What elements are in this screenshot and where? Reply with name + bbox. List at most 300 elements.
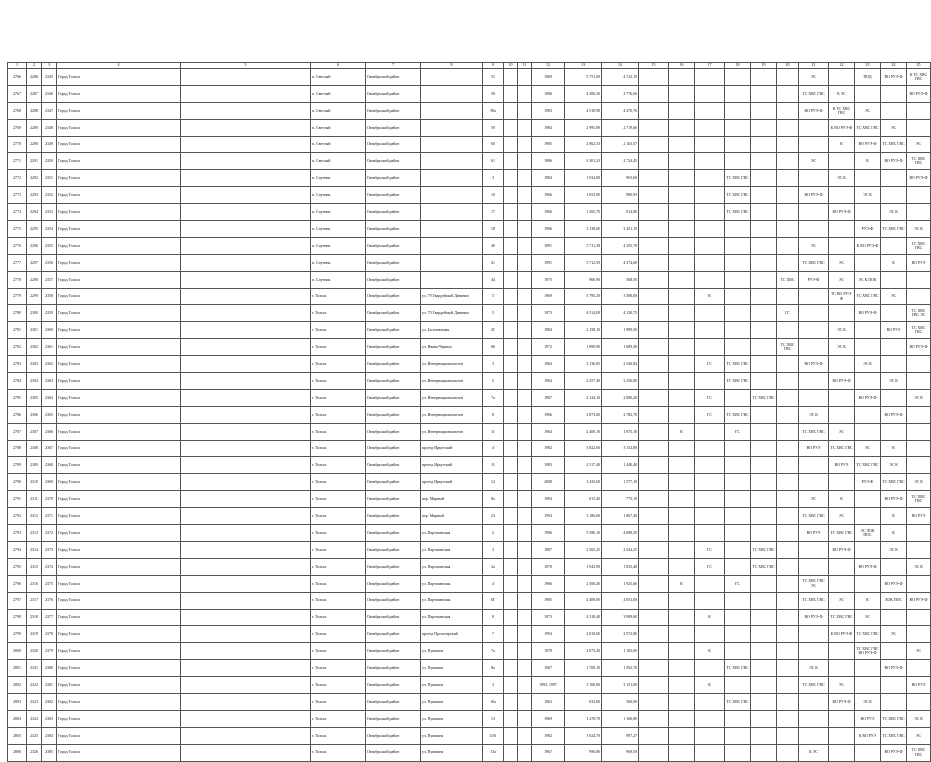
table-row	[8, 254, 931, 271]
column-number: 20	[777, 63, 799, 69]
cell-municipality: Город Тольск	[57, 423, 181, 440]
cell-municipality: Город Тольск	[57, 474, 181, 491]
cell-total-area: 633,00	[565, 693, 602, 710]
cell-col-16	[669, 626, 695, 643]
cell-ref-b: 2359	[42, 305, 57, 322]
cell-col-19	[751, 457, 777, 474]
cell-locality: г. Тольск	[311, 541, 366, 558]
cell-street: ул. Болотничная	[421, 322, 483, 339]
cell-col-17	[695, 626, 725, 643]
cell-col-17	[695, 339, 725, 356]
cell-living-area: 2 719,60	[602, 119, 639, 136]
cell-row-index: 2799	[8, 626, 27, 643]
cell-col-25: ЭС К	[907, 558, 931, 575]
cell-house-number: 86	[483, 339, 504, 356]
cell-total-area: 4 514,00	[565, 305, 602, 322]
cell-col-10	[504, 339, 518, 356]
cell-row-index: 2793	[8, 525, 27, 542]
cell-col-10	[504, 677, 518, 694]
cell-col-24	[881, 305, 907, 322]
cell-col-19	[751, 508, 777, 525]
cell-house-number: 6Г	[483, 592, 504, 609]
cell-col-22: ЭС К	[829, 322, 855, 339]
cell-row-index: 2801	[8, 660, 27, 677]
cell-col-20	[777, 85, 799, 102]
cell-ref-b: 2383	[42, 710, 57, 727]
cell-col-20	[777, 254, 799, 271]
cell-ref-a: 2324	[27, 710, 42, 727]
cell-blank	[181, 85, 311, 102]
cell-col-25	[907, 626, 931, 643]
cell-street: ул. Интернационалистов	[421, 406, 483, 423]
cell-ref-b: 2356	[42, 254, 57, 271]
cell-row-index: 2775	[8, 221, 27, 238]
cell-col-11	[518, 102, 532, 119]
cell-col-18: ТС ХВС ГВС	[725, 356, 751, 373]
cell-street	[421, 153, 483, 170]
cell-ref-b: 2353	[42, 204, 57, 221]
cell-living-area: 1 925,60	[602, 575, 639, 592]
cell-col-24: ВО РУЭ-Ф	[881, 575, 907, 592]
cell-ref-a: 2289	[27, 119, 42, 136]
cell-col-11	[518, 491, 532, 508]
cell-municipality: Город Тольск	[57, 727, 181, 744]
cell-locality: п. Спутник	[311, 237, 366, 254]
cell-district: Октябрьский район	[366, 153, 421, 170]
cell-col-19	[751, 187, 777, 204]
cell-district: Октябрьский район	[366, 474, 421, 491]
cell-build-year: 1991	[532, 254, 565, 271]
cell-row-index: 2791	[8, 491, 27, 508]
cell-col-16: К	[669, 423, 695, 440]
cell-blank	[181, 136, 311, 153]
column-number: 17	[695, 63, 725, 69]
cell-house-number: 4	[483, 440, 504, 457]
cell-locality: г. Тольск	[311, 491, 366, 508]
table-row	[8, 237, 931, 254]
cell-col-19	[751, 221, 777, 238]
cell-col-20: ГС	[777, 305, 799, 322]
cell-blank	[181, 609, 311, 626]
cell-col-18	[725, 389, 751, 406]
cell-blank	[181, 373, 311, 390]
cell-col-15	[639, 170, 669, 187]
cell-col-11	[518, 558, 532, 575]
cell-municipality: Город Тольск	[57, 102, 181, 119]
cell-col-24: К	[881, 440, 907, 457]
cell-total-area: 2 257,30	[565, 373, 602, 390]
cell-col-11	[518, 474, 532, 491]
cell-col-25	[907, 356, 931, 373]
cell-col-10	[504, 491, 518, 508]
cell-col-10	[504, 187, 518, 204]
cell-locality: г. Тольск	[311, 406, 366, 423]
cell-living-area: 1 833,40	[602, 558, 639, 575]
cell-house-number: 7	[483, 626, 504, 643]
cell-col-22: ЭС	[829, 254, 855, 271]
cell-col-18	[725, 609, 751, 626]
cell-col-18	[725, 558, 751, 575]
cell-municipality: Город Тольск	[57, 119, 181, 136]
cell-col-21	[799, 373, 829, 390]
cell-col-24	[881, 339, 907, 356]
cell-col-24	[881, 356, 907, 373]
cell-ref-b: 2367	[42, 440, 57, 457]
cell-col-24	[881, 643, 907, 660]
cell-col-17	[695, 525, 725, 542]
cell-col-17	[695, 491, 725, 508]
cell-col-22	[829, 389, 855, 406]
cell-total-area: 5 712,59	[565, 254, 602, 271]
cell-col-11	[518, 373, 532, 390]
cell-ref-b: 2378	[42, 626, 57, 643]
cell-col-17	[695, 136, 725, 153]
cell-col-11	[518, 237, 532, 254]
cell-col-16	[669, 356, 695, 373]
cell-col-25	[907, 575, 931, 592]
cell-col-11	[518, 575, 532, 592]
cell-total-area: 815,40	[565, 491, 602, 508]
cell-ref-a: 2319	[27, 626, 42, 643]
cell-col-21: ЭС	[799, 153, 829, 170]
cell-col-20	[777, 153, 799, 170]
cell-street: ул. Интернационалистов	[421, 356, 483, 373]
cell-col-17	[695, 373, 725, 390]
cell-col-20	[777, 508, 799, 525]
cell-total-area: 1 708,10	[565, 660, 602, 677]
cell-col-21	[799, 389, 829, 406]
cell-row-index: 2769	[8, 119, 27, 136]
cell-locality: г. Тольск	[311, 305, 366, 322]
cell-col-20	[777, 221, 799, 238]
cell-col-24: К	[881, 254, 907, 271]
cell-blank	[181, 508, 311, 525]
cell-col-20	[777, 660, 799, 677]
cell-blank	[181, 406, 311, 423]
cell-house-number: 13а	[483, 744, 504, 761]
cell-col-16	[669, 271, 695, 288]
cell-col-23: ВО РУЭ	[855, 710, 881, 727]
cell-locality: п. Спутник	[311, 187, 366, 204]
cell-col-18	[725, 288, 751, 305]
cell-col-18	[725, 221, 751, 238]
cell-house-number: 10А	[483, 727, 504, 744]
cell-total-area: 3 822,60	[565, 440, 602, 457]
cell-blank	[181, 389, 311, 406]
cell-col-19	[751, 254, 777, 271]
cell-ref-b: 2385	[42, 744, 57, 761]
cell-col-20	[777, 592, 799, 609]
cell-blank	[181, 356, 311, 373]
cell-locality: г. Тольск	[311, 373, 366, 390]
cell-build-year: 1964	[532, 356, 565, 373]
table-row	[8, 660, 931, 677]
column-number: 21	[799, 63, 829, 69]
cell-house-number: 7а	[483, 389, 504, 406]
cell-living-area: 2 782,78	[602, 406, 639, 423]
cell-col-20	[777, 170, 799, 187]
cell-total-area: 2 158,10	[565, 322, 602, 339]
cell-col-24	[881, 389, 907, 406]
cell-build-year: 1973	[532, 305, 565, 322]
cell-col-24	[881, 271, 907, 288]
cell-living-area: 2 451,10	[602, 221, 639, 238]
cell-total-area: 3 795,20	[565, 288, 602, 305]
cell-col-17: К	[695, 643, 725, 660]
cell-col-19	[751, 626, 777, 643]
cell-row-index: 2778	[8, 271, 27, 288]
cell-col-25: ВО РУЭ-Ф	[907, 592, 931, 609]
cell-col-15	[639, 575, 669, 592]
cell-col-21: ТС ХВС ГВС	[799, 85, 829, 102]
cell-col-24: ЭС	[881, 626, 907, 643]
cell-total-area: 2 862,53	[565, 136, 602, 153]
cell-row-index: 2773	[8, 187, 27, 204]
cell-col-18	[725, 525, 751, 542]
cell-col-21: ВО РУЭ-Ф	[799, 187, 829, 204]
cell-col-22: ВО РУЭ-Ф	[829, 373, 855, 390]
cell-district: Октябрьский район	[366, 322, 421, 339]
cell-col-11	[518, 69, 532, 86]
cell-col-18: ТС ХВС ГВС	[725, 170, 751, 187]
cell-col-23	[855, 85, 881, 102]
cell-ref-a: 2287	[27, 85, 42, 102]
cell-street	[421, 237, 483, 254]
cell-col-19: ТС ХВС ГВС	[751, 558, 777, 575]
cell-col-11	[518, 305, 532, 322]
cell-col-25: ВО РУЭ-Ф	[907, 339, 931, 356]
table-row	[8, 170, 931, 187]
cell-col-15	[639, 558, 669, 575]
cell-col-21	[799, 541, 829, 558]
cell-col-25	[907, 119, 931, 136]
cell-row-index: 2772	[8, 170, 27, 187]
cell-col-16	[669, 85, 695, 102]
cell-district: Октябрьский район	[366, 271, 421, 288]
table-row	[8, 643, 931, 660]
cell-build-year: 1966	[532, 221, 565, 238]
column-number: 22	[829, 63, 855, 69]
cell-living-area: 3 152,80	[602, 440, 639, 457]
cell-street	[421, 102, 483, 119]
cell-col-20	[777, 457, 799, 474]
cell-living-area: 2 163,57	[602, 136, 639, 153]
cell-district: Октябрьский район	[366, 558, 421, 575]
cell-ref-a: 2288	[27, 102, 42, 119]
cell-col-10	[504, 744, 518, 761]
cell-house-number: 10а	[483, 693, 504, 710]
cell-col-18	[725, 322, 751, 339]
cell-col-16	[669, 204, 695, 221]
cell-col-18	[725, 710, 751, 727]
cell-col-10	[504, 474, 518, 491]
cell-col-16	[669, 170, 695, 187]
cell-col-16	[669, 660, 695, 677]
cell-street: ул. Интернационалистов	[421, 389, 483, 406]
cell-col-20	[777, 575, 799, 592]
cell-col-25	[907, 271, 931, 288]
cell-living-area: 4 688,50	[602, 525, 639, 542]
cell-col-19	[751, 406, 777, 423]
cell-living-area: 2 546,84	[602, 356, 639, 373]
cell-col-15	[639, 305, 669, 322]
cell-row-index: 2767	[8, 85, 27, 102]
cell-col-24: ВО РУЭ-Ф	[881, 69, 907, 86]
cell-blank	[181, 575, 311, 592]
cell-street	[421, 221, 483, 238]
cell-municipality: Город Тольск	[57, 440, 181, 457]
cell-ref-a: 2290	[27, 136, 42, 153]
cell-living-area: 4 722,10	[602, 69, 639, 86]
cell-col-18	[725, 85, 751, 102]
cell-blank	[181, 744, 311, 761]
cell-district: Октябрьский район	[366, 440, 421, 457]
cell-col-22: ТС ХВС ГВС	[829, 440, 855, 457]
cell-build-year: 1982	[532, 440, 565, 457]
cell-build-year: 1984	[532, 119, 565, 136]
cell-col-21: ТС ХВС ГВС	[799, 508, 829, 525]
cell-col-15	[639, 440, 669, 457]
cell-col-17	[695, 322, 725, 339]
cell-col-24: ТС ХВС ГВС	[881, 727, 907, 744]
cell-col-18	[725, 69, 751, 86]
cell-row-index: 2781	[8, 322, 27, 339]
cell-living-area: 969,50	[602, 744, 639, 761]
cell-col-21	[799, 288, 829, 305]
cell-col-23: ЭС ЛОК ПОС	[855, 525, 881, 542]
cell-col-10	[504, 389, 518, 406]
cell-build-year: 1967	[532, 744, 565, 761]
cell-total-area: 2 565,25	[565, 541, 602, 558]
cell-street: ул. Партизанская	[421, 592, 483, 609]
cell-total-area: 1 278,78	[565, 710, 602, 727]
cell-col-25: ЭС К	[907, 710, 931, 727]
cell-locality: п. Светлый	[311, 119, 366, 136]
cell-col-19	[751, 356, 777, 373]
cell-district: Октябрьский район	[366, 119, 421, 136]
cell-col-18	[725, 643, 751, 660]
cell-build-year: 2008	[532, 474, 565, 491]
cell-col-23: ТС ХВС ГВС	[855, 119, 881, 136]
cell-col-10	[504, 153, 518, 170]
cell-district: Октябрьский район	[366, 541, 421, 558]
cell-col-16	[669, 136, 695, 153]
column-number: 5	[181, 63, 311, 69]
cell-col-15	[639, 221, 669, 238]
cell-house-number: 8а	[483, 660, 504, 677]
cell-living-area: 1 182,00	[602, 643, 639, 660]
cell-col-16	[669, 693, 695, 710]
cell-municipality: Город Тольск	[57, 288, 181, 305]
cell-col-22: К	[829, 491, 855, 508]
cell-col-15	[639, 322, 669, 339]
cell-col-21: ЭС К	[799, 406, 829, 423]
cell-col-15	[639, 356, 669, 373]
cell-col-20	[777, 491, 799, 508]
cell-col-10	[504, 508, 518, 525]
cell-col-17	[695, 187, 725, 204]
cell-col-10	[504, 592, 518, 609]
cell-col-10	[504, 204, 518, 221]
cell-ref-a: 2302	[27, 339, 42, 356]
cell-ref-a: 2313	[27, 525, 42, 542]
cell-col-10	[504, 710, 518, 727]
cell-col-16	[669, 69, 695, 86]
cell-municipality: Город Тольск	[57, 626, 181, 643]
cell-col-15	[639, 541, 669, 558]
cell-build-year: 1987	[532, 541, 565, 558]
cell-ref-a: 2315	[27, 558, 42, 575]
cell-ref-b: 2381	[42, 677, 57, 694]
cell-col-24	[881, 693, 907, 710]
cell-living-area: 4 120,75	[602, 305, 639, 322]
cell-col-21: ВО РУЭ-Ф	[799, 356, 829, 373]
cell-district: Октябрьский район	[366, 710, 421, 727]
cell-street: ул. Партизанская	[421, 541, 483, 558]
cell-locality: г. Тольск	[311, 575, 366, 592]
cell-col-21	[799, 727, 829, 744]
cell-house-number: 5	[483, 373, 504, 390]
cell-district: Октябрьский район	[366, 693, 421, 710]
table-row	[8, 558, 931, 575]
cell-district: Октябрьский район	[366, 525, 421, 542]
cell-municipality: Город Тольск	[57, 221, 181, 238]
cell-col-18	[725, 677, 751, 694]
cell-col-24: ТС ХВС ГВС	[881, 136, 907, 153]
cell-locality: п. Спутник	[311, 204, 366, 221]
cell-total-area: 2 144,10	[565, 389, 602, 406]
cell-col-20: ТС ХВС ГВС	[777, 339, 799, 356]
cell-col-16: К	[669, 575, 695, 592]
cell-col-10	[504, 609, 518, 626]
cell-col-22: К	[829, 136, 855, 153]
cell-blank	[181, 170, 311, 187]
cell-locality: п. Спутник	[311, 221, 366, 238]
column-number: 7	[366, 63, 421, 69]
cell-col-17	[695, 508, 725, 525]
cell-col-11	[518, 288, 532, 305]
cell-col-21: ТС ХВС ГВС	[799, 423, 829, 440]
table-row	[8, 626, 931, 643]
cell-col-20	[777, 356, 799, 373]
cell-living-area: 568,50	[602, 271, 639, 288]
cell-col-16	[669, 187, 695, 204]
cell-col-19	[751, 170, 777, 187]
cell-col-17	[695, 305, 725, 322]
cell-col-22: ВО РУЭ-Ф	[829, 204, 855, 221]
cell-blank	[181, 727, 311, 744]
cell-total-area: 2 995,89	[565, 119, 602, 136]
cell-municipality: Город Тольск	[57, 693, 181, 710]
cell-row-index: 2777	[8, 254, 27, 271]
cell-col-24	[881, 187, 907, 204]
cell-col-22: ЭС К	[829, 339, 855, 356]
cell-col-15	[639, 744, 669, 761]
table-row	[8, 356, 931, 373]
cell-district: Октябрьский район	[366, 406, 421, 423]
cell-col-25	[907, 423, 931, 440]
cell-col-10	[504, 693, 518, 710]
cell-col-22: К ЭС	[829, 85, 855, 102]
cell-locality: г. Тольск	[311, 710, 366, 727]
cell-street: пер. Мирный	[421, 508, 483, 525]
cell-col-21: К ЭС	[799, 744, 829, 761]
table-row	[8, 406, 931, 423]
cell-col-23: ЭС	[855, 609, 881, 626]
table-row	[8, 677, 931, 694]
cell-house-number: 44	[483, 271, 504, 288]
cell-ref-a: 2306	[27, 406, 42, 423]
